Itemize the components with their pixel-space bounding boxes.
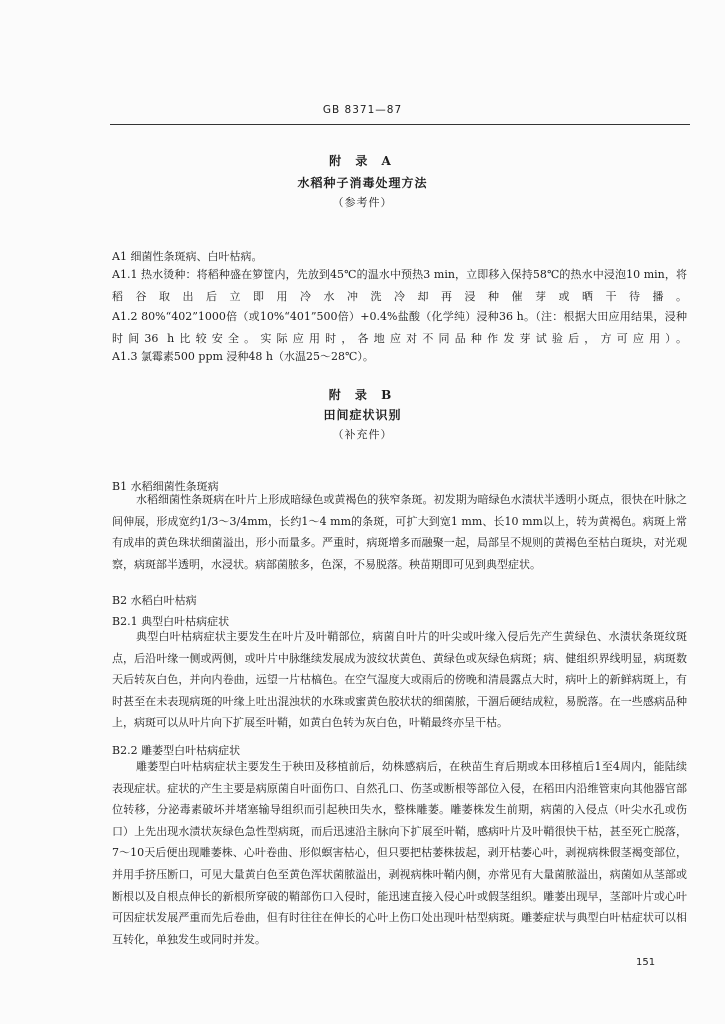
annex-b-title: 附 录 B	[328, 388, 397, 402]
standard-number: GB 8371—87	[322, 104, 403, 116]
section-b2-1-paragraph: 典型白叶枯病症状主要发生在叶片及叶鞘部位，病菌自叶片的叶尖或叶缘入侵后先产生黄绿色、水渍状条斑纹斑点，后沿叶缘一侧或两侧，或叶片中脉继续发展成为波纹状黄色、黄绿色或灰绿色病斑；病、健组织界线明显，病斑数天后转灰白色，并向内卷曲，远望一片枯槁色。在空气湿度大或雨后的傍晚和清晨露点大时，病叶上的新鲜病斑上，有时甚至在未表现病斑的叶缘上吐出混浊状的水珠或蜜黄色胶状状的细菌脓，干涸后硬结成粒，易脱落。在一些感病品种上，病斑可以从叶片向下扩展至叶鞘，如黄白色转为灰白色，叶鞘最终亦呈干枯。	[112, 630, 687, 730]
section-b2-heading: B2 水稻白叶枯病	[112, 594, 197, 607]
section-b2-2-heading: B2.2 雕萎型白叶枯病症状	[112, 744, 241, 757]
annex-b-subtitle: 田间症状识别	[323, 408, 402, 422]
annex-a-note: （参考件）	[332, 196, 393, 209]
section-a1-1: A1.1 热水烫种：将稻种盛在箩筐内，先放到45℃的温水中预热3 min，立即移入保持58℃的热水中浸泡10 min，将稻谷取出后立即用冷水冲洗冷却再浸种催芽或晒干待播。	[112, 268, 687, 303]
section-b2-1-heading: B2.1 典型白叶枯病症状	[112, 615, 230, 628]
section-b2-2-paragraph: 雕萎型白叶枯病症状主要发生于秧田及移植前后，幼株感病后，在秧苗生育后期或本田移植后1至4周内，能陆续表现症状。症状的产生主要是病原菌自叶面伤口、自然孔口、伤茎或断根等部位入侵，在稻田内沿维管束向其他器官部位转移，分泌毒素破坏并堵塞输导组织而引起秧田失水，整株雕萎。雕萎株发生前期，病菌的入侵点（叶尖水孔或伤口）上先出现水渍状灰绿色急性型病斑，而后迅速沿主脉向下扩展至叶鞘，感病叶片及叶鞘很快干枯，甚至死亡脱落，7～10天后便出现雕萎株、心叶卷曲、形似螟害枯心，但只要把枯萎株拔起，剥开枯萎心叶，剥视病株假茎褐变部位，并用手挤压断口，可见大量黄白色至黄色浑状菌脓溢出，剥视病株叶鞘内侧，亦常见有大量菌脓溢出，病菌如从茎部或断根以及自根点伸长的新根所穿破的鞘部伤口入侵时，能迅速直接入侵心叶或假茎组织。雕萎出现早，茎部叶片或心叶可因症状发展严重而先后卷曲，但有时往往在伸长的心叶上伤口处出现叶枯型病斑。雕萎症状与典型白叶枯症状可以相互转化，单独发生或同时并发。	[112, 760, 687, 946]
section-b1-paragraph: 水稻细菌性条斑病在叶片上形成暗绿色或黄褐色的狭窄条斑。初发期为暗绿色水渍状半透明小斑点，很快在叶脉之间伸展，形成宽约1/3～3/4mm，长约1～4 mm的条斑，可扩大到宽1 mm、长10 mm以上，转为黄褐色。病斑上常有成串的黄色珠状细菌溢出，形小而量多。严重时，病斑增多而融聚一起，局部呈不规则的黄褐色至枯白斑块，对光观察，病斑部半透明，水浸状。病部菌脓多，色深，不易脱落。秧苗期即可见到典型症状。	[112, 493, 687, 571]
header-rule	[110, 124, 690, 125]
annex-a-subtitle: 水稻种子消毒处理方法	[297, 176, 428, 190]
annex-b-note: （补充件）	[332, 428, 393, 441]
section-b1-heading: B1 水稻细菌性条斑病	[112, 480, 219, 493]
section-a1: A1 细菌性条斑病、白叶枯病。	[112, 250, 263, 263]
section-a1-3: A1.3 氯霉素500 ppm 浸种48 h（水温25～28℃）。	[112, 350, 374, 363]
annex-a-title: 附 录 A	[329, 154, 396, 168]
section-a1-2: A1.2 80%“402”1000倍（或10%“401”500倍）+0.4%盐酸（化学纯）浸种36 h。（注：根据大田应用结果，浸种时间36 h比较安全。实际应用时，各地应对不同品种作发芽试验后，方可应用）。	[112, 310, 687, 345]
page-number: 151	[636, 957, 656, 968]
